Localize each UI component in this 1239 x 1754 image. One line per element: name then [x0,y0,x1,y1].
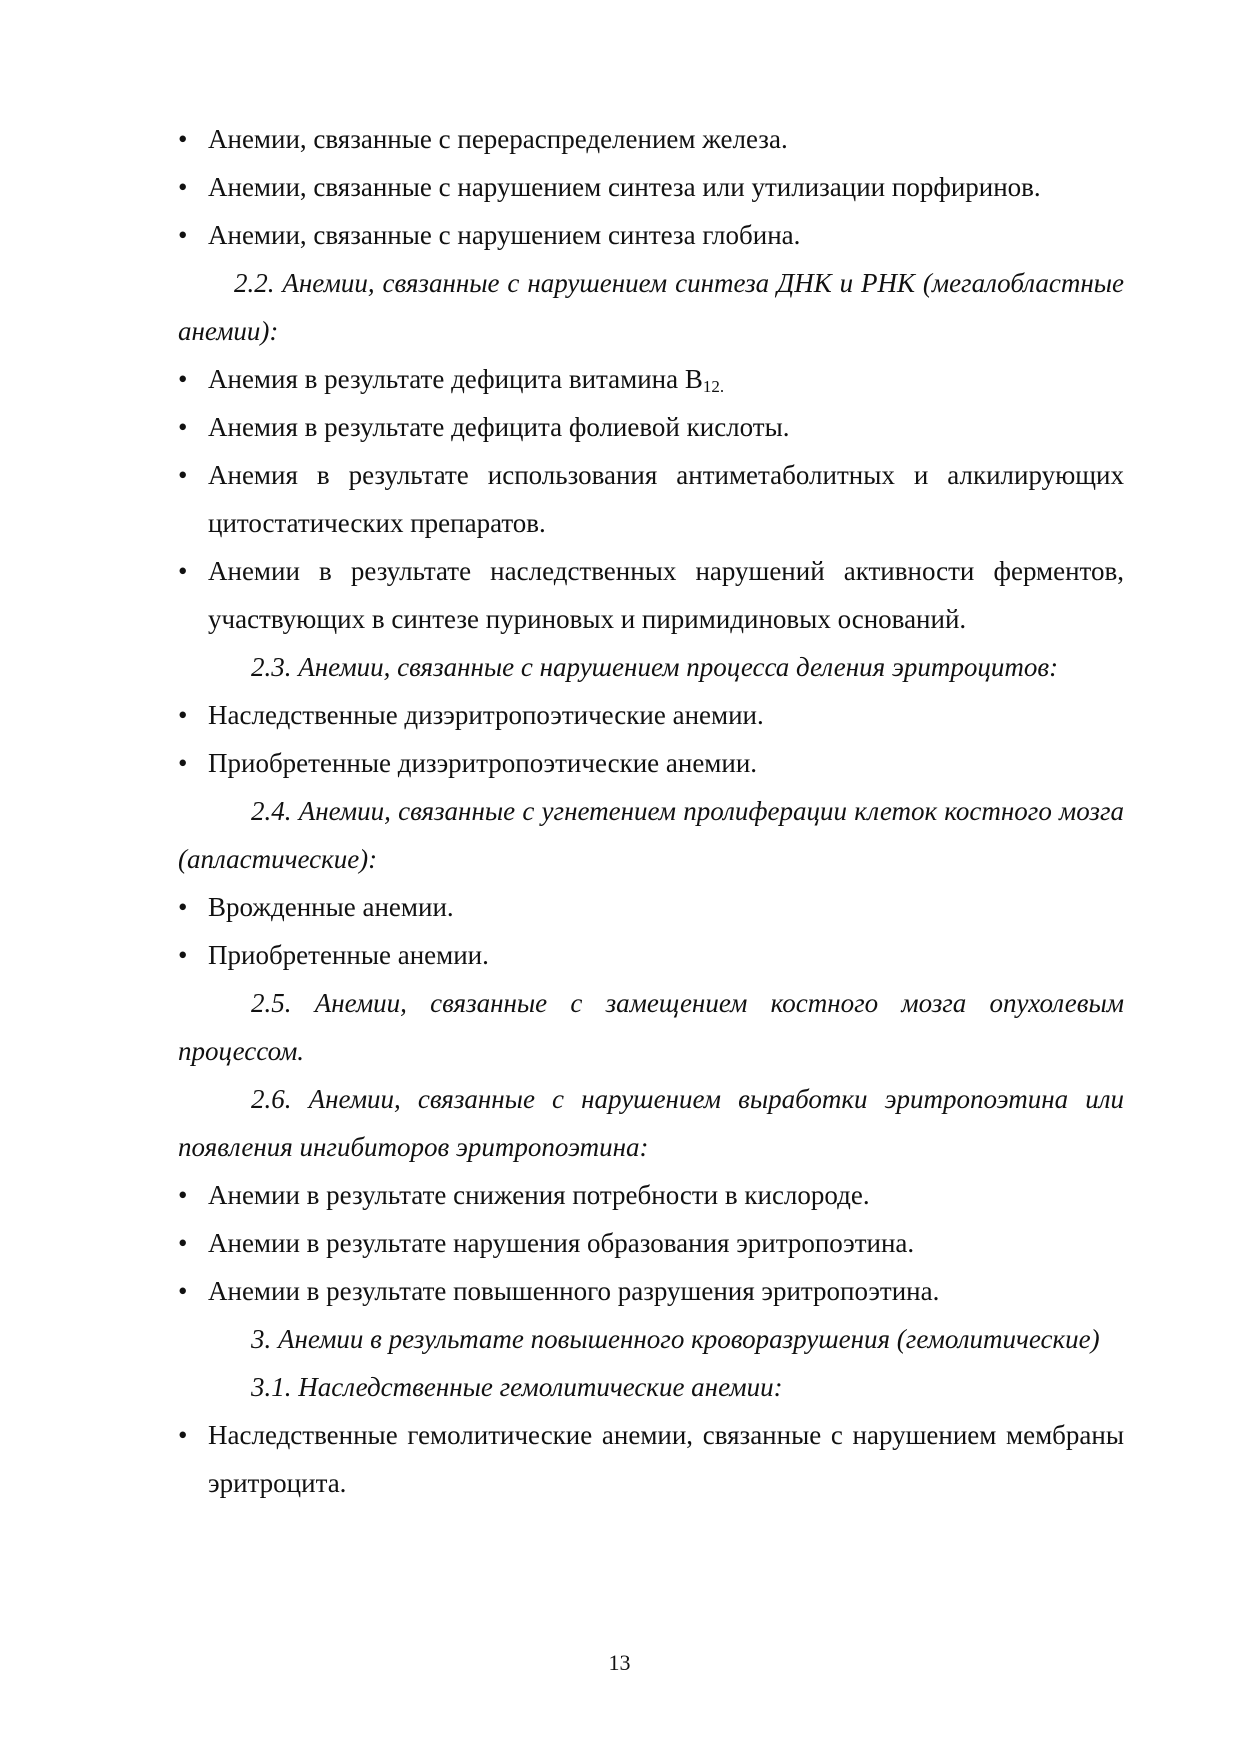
section-heading: 2.3. Анемии, связанные с нарушением процесса деления эритроцитов: [251,652,1059,682]
section-heading: 2.6. Анемии, связанные с нарушением выработки эритропоэтина или появления ингибиторов эритропоэтина: [178,1084,1124,1162]
section-heading: 3.1. Наследственные гемолитические анемии: [251,1372,783,1402]
document-page [178,115,1124,1507]
section-heading: 3. Анемии в результате повышенного кроворазрушения (гемолитические) [251,1324,1100,1354]
list-item: • Приобретенные анемии. [178,931,1124,979]
list-item: • Анемии в результате снижения потребности в кислороде. [178,1171,1124,1219]
list-item-text: Анемия в результате дефицита витамина В [208,364,703,394]
section-heading: 2.5. Анемии, связанные с замещением костного мозга опухолевым процессом. [178,988,1124,1066]
section-heading: 2.4. Анемии, связанные с угнетением пролиферации клеток костного мозга (апластические): [178,796,1124,874]
list-item: • Анемии, связанные с нарушением синтеза или утилизации порфиринов. [178,163,1124,211]
list-item: • Наследственные дизэритропоэтические анемии. [178,691,1124,739]
list-item: • Приобретенные дизэритропоэтические анемии. [178,739,1124,787]
list-item: • Наследственные гемолитические анемии, связанные с нарушением мембраны эритроцита. [178,1411,1124,1507]
list-item: • Анемии в результате нарушения образования эритропоэтина. [178,1219,1124,1267]
subscript: 12. [702,377,725,396]
list-item: • Врожденные анемии. [178,883,1124,931]
list-item: • Анемия в результате использования антиметаболитных и алкилирующих цитостатических препаратов. [178,451,1124,547]
list-item [178,355,1124,403]
list-item: • Анемия в результате дефицита фолиевой кислоты. [178,403,1124,451]
list-item: • Анемии, связанные с перераспределением железа. [178,115,1124,163]
list-item: • Анемии в результате повышенного разрушения эритропоэтина. [178,1267,1124,1315]
list-item: • Анемии, связанные с нарушением синтеза глобина. [178,211,1124,259]
list-item: • Анемии в результате наследственных нарушений активности ферментов, участвующих в синтезе пуриновых и пиримидиновых оснований. [178,547,1124,643]
section-heading: 2.2. Анемии, связанные с нарушением синтеза ДНК и РНК (мегалобластные анемии): [178,268,1124,346]
page-number: 13 [608,1650,631,1675]
